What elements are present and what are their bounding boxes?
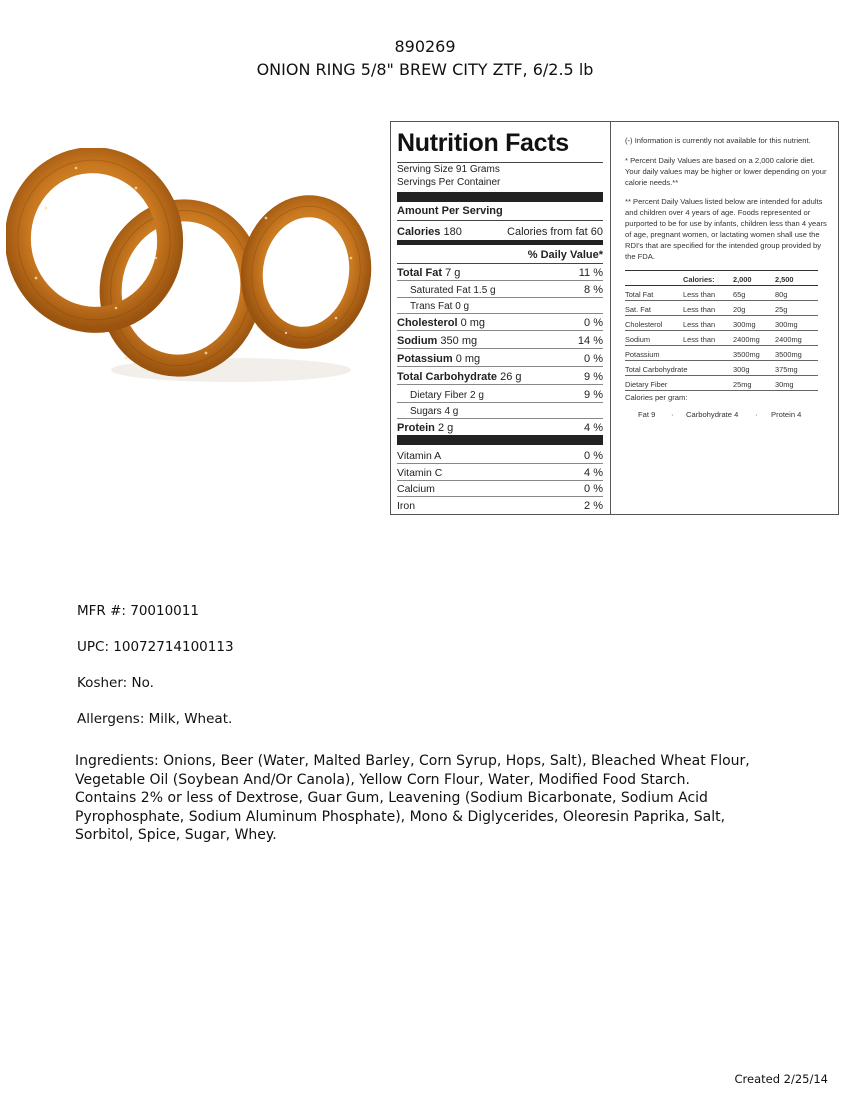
nutrient-amount: 7 g: [445, 267, 461, 279]
onion-rings-photo: [6, 148, 376, 388]
nutrient-daily-value: 14 %: [577, 335, 603, 347]
vitamin-daily-value: 4 %: [584, 466, 603, 479]
dv-table-cell: 300mg: [775, 320, 798, 329]
dv-table-row: [625, 361, 818, 376]
dv-table-cell: 300g: [733, 365, 750, 374]
nutrient-label: [397, 371, 522, 383]
dv-table-cell: Dietary Fiber: [625, 380, 668, 389]
dv-table-cell: 2,500: [775, 275, 794, 284]
dv-table-cell: Sodium: [625, 335, 651, 344]
nutrient-daily-value: 4 %: [584, 422, 603, 434]
serving-size: Serving Size 91 Grams: [397, 164, 500, 175]
nutrient-label: [397, 422, 453, 434]
ingredients-text: [75, 752, 775, 845]
nutrient-daily-value: 11 %: [578, 267, 603, 279]
cpg-dot: ·: [755, 410, 758, 419]
dv-table-cell: 80g: [775, 290, 788, 299]
dv-table-cell: Less than: [683, 320, 716, 329]
dv-table-cell: Total Carbohydrate: [625, 365, 688, 374]
vitamin-label: Iron: [397, 499, 416, 512]
nutrient-row: [397, 314, 603, 330]
nutrient-daily-value: 8 %: [584, 284, 603, 296]
dv-table-cell: 2400mg: [775, 335, 802, 344]
vitamin-label: Calcium: [397, 483, 435, 495]
vitamin-row: [397, 447, 603, 463]
ingredients-line: Ingredients: Onions, Beer (Water, Malted Barley, Corn Syrup, Hops, Salt), Bleached Wheat Flour,: [75, 753, 750, 769]
nutrient-daily-value: 0 %: [584, 317, 603, 329]
vitamin-label: Vitamin C: [397, 466, 443, 479]
dv-table-cell: 30mg: [775, 380, 794, 389]
dv-table-cell: 65g: [733, 290, 746, 299]
nutrient-name: Cholesterol: [397, 317, 458, 329]
nutrient-row: [397, 386, 603, 402]
ingredients-line: Vegetable Oil (Soybean And/Or Canola), Yellow Corn Flour, Water, Modified Food Starch.: [75, 771, 690, 788]
nutrient-row: [397, 297, 603, 313]
cpg-protein: Protein 4: [771, 410, 802, 419]
calories-row: [397, 223, 603, 239]
nutrient-amount: 350 mg: [440, 335, 478, 347]
dv-table-cell: Potassium: [625, 350, 660, 359]
nutrient-name: Total Carbohydrate: [397, 371, 498, 383]
dv-table-row: [625, 286, 818, 301]
dv-table-cell: 25mg: [733, 380, 752, 389]
nutrient-name: Total Fat: [397, 267, 443, 279]
nutrient-daily-value: 9 %: [584, 389, 603, 401]
dv-table-cell: 2,000: [733, 275, 752, 284]
dv-header-row: [397, 246, 603, 262]
dv-table-cell: 25g: [775, 305, 788, 314]
dv-table-cell: Calories:: [683, 275, 715, 284]
nutrient-label: [397, 267, 460, 279]
nutrient-name: Protein: [397, 422, 435, 434]
dv-table-row: [625, 376, 818, 391]
kosher-status: Kosher: No.: [77, 675, 154, 691]
dv-table-cell: 300mg: [733, 320, 756, 329]
allergens: Allergens: Milk, Wheat.: [77, 711, 233, 727]
dv-table-row: [625, 331, 818, 346]
nutrient-label: [397, 335, 477, 347]
footnote-rdi: ** Percent Daily Values listed below are intended for adults and children over 4 years of age. Foods represented or purported to be for use by infants, children less than 4 years of age, pregnant women, or lactating women shall use the RDI's that are specified for the intended group provided by the FDA.: [625, 197, 827, 261]
dv-table-cell: 20g: [733, 305, 746, 314]
nutrient-row: [397, 281, 603, 297]
footnote-daily-values: * Percent Daily Values are based on a 2,000 calorie diet. Your daily values may be higher or lower depending on your calorie needs.**: [625, 156, 827, 187]
nutrient-name: Potassium: [397, 353, 453, 365]
dv-table-cell: 3500mg: [733, 350, 760, 359]
dv-header: % Daily Value*: [527, 249, 603, 261]
nutrient-label: Saturated Fat 1.5 g: [410, 285, 496, 296]
calories-per-gram-values: [625, 409, 825, 421]
upc-code: UPC: 10072714100113: [77, 639, 234, 655]
vitamin-row: [397, 464, 603, 480]
dv-table-cell: 375mg: [775, 365, 798, 374]
nutrient-daily-value: 9 %: [584, 371, 603, 383]
nutrient-label: [397, 317, 485, 329]
nutrient-label: Dietary Fiber 2 g: [410, 390, 484, 401]
dv-table-cell: 2400mg: [733, 335, 760, 344]
dv-table-header: [625, 271, 818, 286]
nutrient-amount: 0 mg: [455, 353, 481, 365]
product-name: ONION RING 5/8" BREW CITY ZTF, 6/2.5 lb: [256, 60, 594, 79]
mfr-number: MFR #: 70010011: [77, 603, 199, 619]
calories-value: 180: [443, 226, 462, 238]
nutrition-facts-panel: [390, 121, 839, 515]
dv-table-cell: Cholesterol: [625, 320, 663, 329]
dv-table-cell: Less than: [683, 305, 716, 314]
nutrient-row: [397, 350, 603, 366]
dv-table-cell: Less than: [683, 290, 716, 299]
nutrient-label: Sugars 4 g: [410, 406, 459, 417]
ingredients-line: Sorbitol, Spice, Sugar, Whey.: [75, 827, 277, 843]
nutrient-row: [397, 368, 603, 384]
dv-table-row: [625, 316, 818, 331]
dv-table-cell: 3500mg: [775, 350, 802, 359]
ingredients-line: Pyrophosphate, Sodium Aluminum Phosphate), Mono & Diglycerides, Oleoresin Paprika, Salt,: [75, 808, 726, 825]
cpg-dot: ·: [671, 410, 674, 419]
calories-per-gram-label: Calories per gram:: [625, 393, 688, 402]
nutrient-daily-value: 0 %: [584, 353, 603, 365]
dv-table-cell: Sat. Fat: [625, 305, 651, 314]
nutrient-row: [397, 419, 603, 435]
vitamin-row: [397, 497, 603, 513]
nutrient-name: Sodium: [397, 335, 438, 347]
vitamin-daily-value: 0 %: [584, 450, 603, 462]
dv-table-row: [625, 346, 818, 361]
amount-per-serving: Amount Per Serving: [397, 205, 503, 217]
nutrient-amount: 26 g: [500, 371, 522, 383]
nutrient-amount: 0 mg: [460, 317, 486, 329]
calories-from-fat: Calories from fat 60: [507, 226, 603, 238]
ingredients-line: Contains 2% or less of Dextrose, Guar Gum, Leavening (Sodium Bicarbonate, Sodium Acid: [75, 790, 708, 806]
nutrition-title: Nutrition Facts: [397, 129, 569, 157]
calories-label: Calories: [397, 226, 441, 238]
dv-table-cell: Total Fat: [625, 290, 654, 299]
created-date: Created 2/25/14: [734, 1072, 828, 1086]
nutrient-label: Trans Fat 0 g: [410, 301, 470, 312]
dv-table-row: [625, 301, 818, 316]
dv-table-cell: Less than: [683, 335, 716, 344]
item-code: 890269: [394, 37, 456, 56]
cpg-fat: Fat 9: [638, 410, 656, 419]
nutrient-row: [397, 264, 603, 280]
nutrient-row: [397, 332, 603, 348]
daily-value-table: [625, 270, 818, 391]
cpg-carbohydrate: Carbohydrate 4: [686, 410, 739, 419]
vitamin-daily-value: 0 %: [584, 483, 603, 495]
footnote-not-available: (-) Information is currently not available for this nutrient.: [625, 136, 811, 145]
vitamin-daily-value: 2 %: [584, 499, 603, 512]
nutrition-label: [391, 122, 611, 514]
vitamin-row: [397, 480, 603, 496]
nutrient-row: [397, 402, 603, 418]
servings-per-container: Servings Per Container: [397, 177, 501, 188]
vitamin-label: Vitamin A: [397, 450, 442, 462]
nutrient-label: [397, 353, 480, 365]
nutrient-amount: 2 g: [437, 422, 454, 434]
